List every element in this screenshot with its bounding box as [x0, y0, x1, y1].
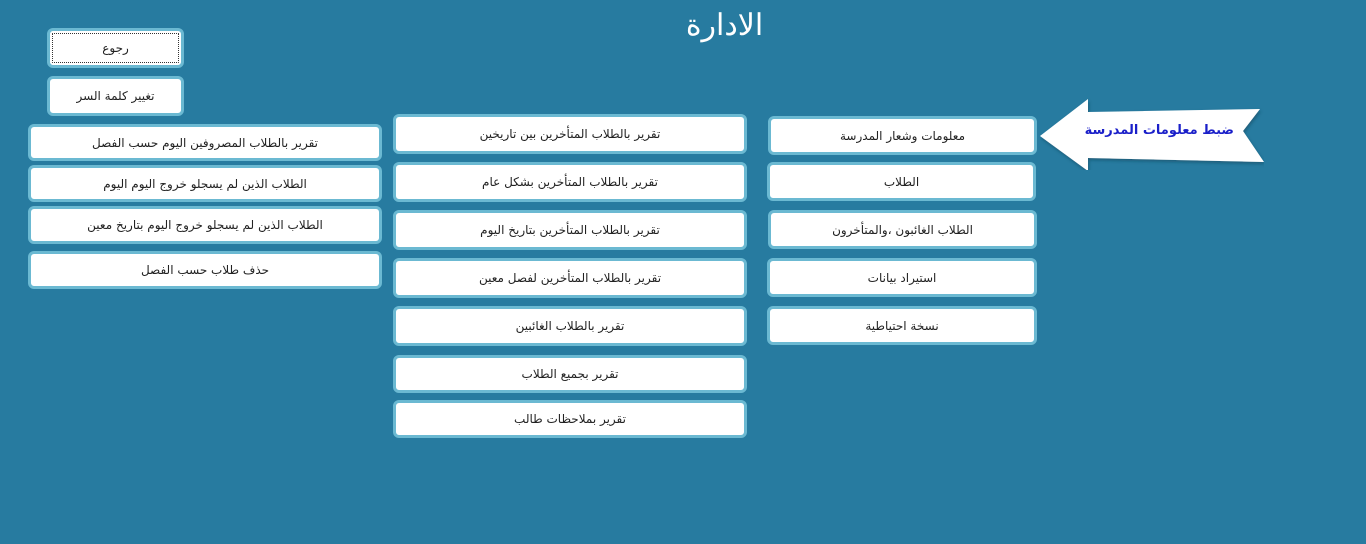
callout-label: ضبط معلومات المدرسة [1084, 123, 1234, 138]
no-exit-by-date-button[interactable]: الطلاب الذين لم يسجلو خروج اليوم بتاريخ معين [28, 206, 382, 244]
absent-report-button[interactable]: تقرير بالطلاب الغائبين [393, 306, 747, 346]
delete-students-by-class-button[interactable]: حذف طلاب حسب الفصل [28, 251, 382, 289]
import-data-button[interactable]: استيراد بيانات [767, 258, 1037, 297]
student-notes-report-button[interactable]: تقرير بملاحظات طالب [393, 400, 747, 438]
change-password-button[interactable]: تغيير كلمة السر [47, 76, 184, 116]
all-students-report-button[interactable]: تقرير بجميع الطلاب [393, 355, 747, 393]
backup-button[interactable]: نسخة احتياطية [767, 306, 1037, 345]
no-exit-today-button[interactable]: الطلاب الذين لم يسجلو خروج اليوم اليوم [28, 165, 382, 202]
dismissed-today-by-class-report-button[interactable]: تقرير بالطلاب المصروفين اليوم حسب الفصل [28, 124, 382, 161]
school-info-logo-button[interactable]: معلومات وشعار المدرسة [768, 116, 1037, 155]
page-title: الادارة [685, 8, 764, 43]
late-between-dates-report-button[interactable]: تقرير بالطلاب المتأخرين بين تاريخين [393, 114, 747, 154]
late-general-report-button[interactable]: تقرير بالطلاب المتأخرين بشكل عام [393, 162, 747, 202]
school-info-callout [1040, 98, 1264, 170]
late-by-class-report-button[interactable]: تقرير بالطلاب المتأخرين لفصل معين [393, 258, 747, 298]
back-button[interactable]: رجوع [47, 28, 184, 68]
students-button[interactable]: الطلاب [767, 162, 1036, 201]
late-today-report-button[interactable]: تقرير بالطلاب المتأخرين بتاريخ اليوم [393, 210, 747, 250]
absent-late-students-button[interactable]: الطلاب الغائبون ،والمتأخرون [768, 210, 1037, 249]
